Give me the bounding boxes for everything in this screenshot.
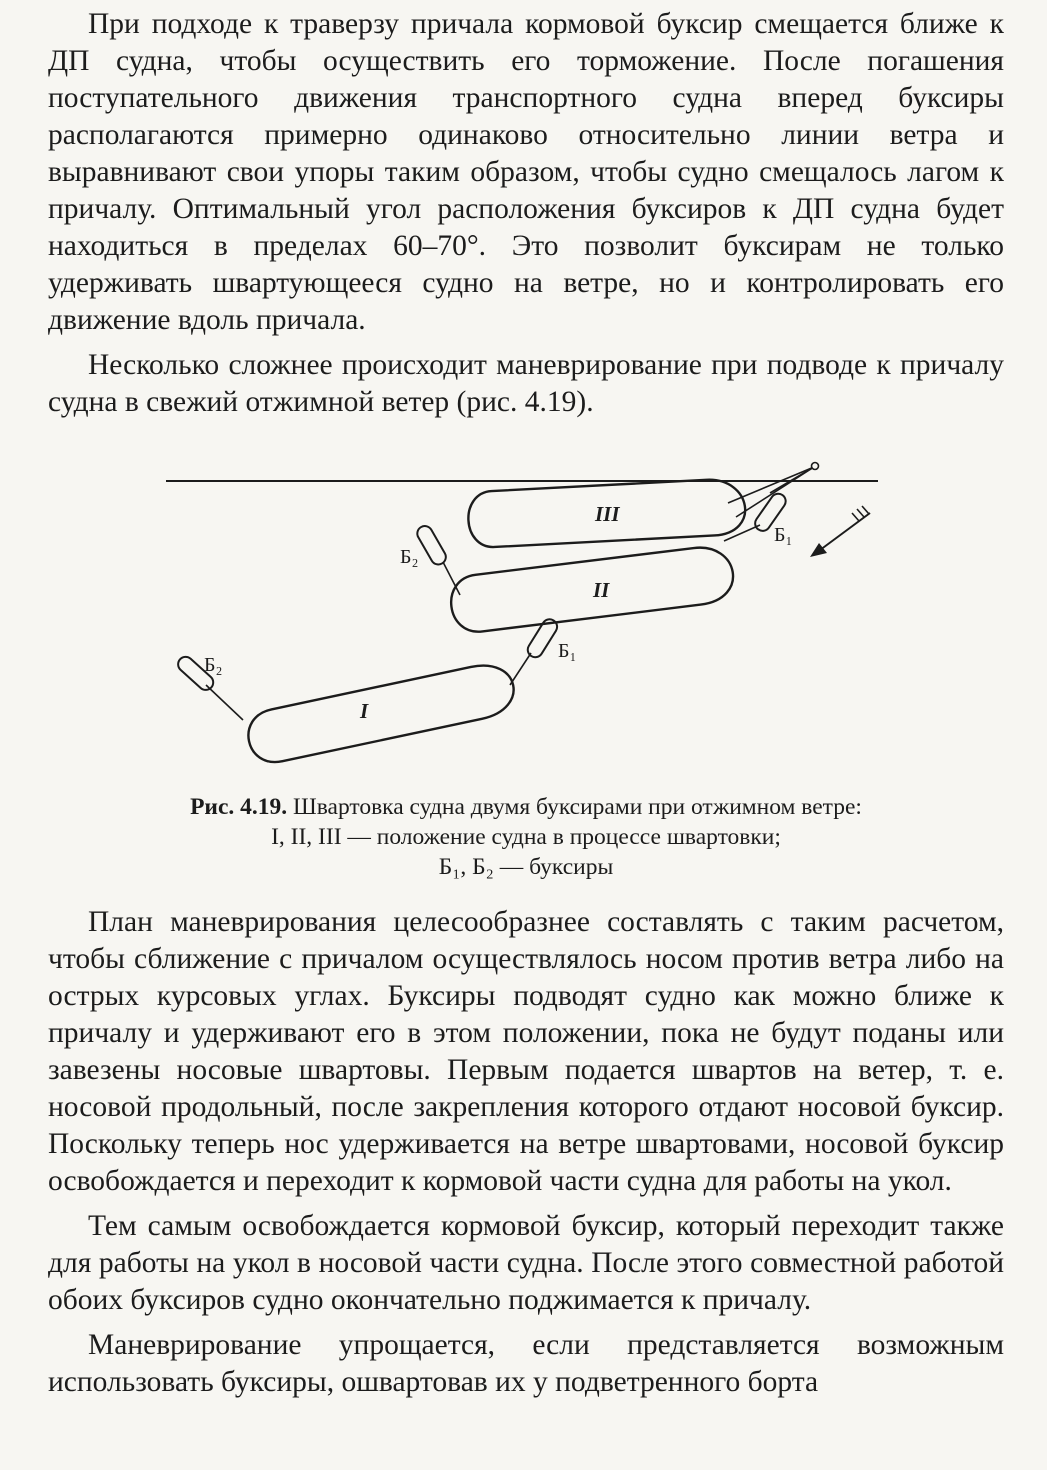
page — [48, 6, 1004, 1401]
caption-line-2: I, II, III — положение судна в процессе швартовки; — [271, 824, 781, 850]
label-b2-top: Б₂ — [400, 546, 419, 568]
bollard-icon — [812, 463, 819, 470]
mooring-diagram — [48, 445, 1004, 790]
paragraph-1: При подходе к траверзу причала кормовой буксир смещается ближе к ДП судна, чтобы осуществить его торможение. После погашения поступательного движения транспортного судна вперед буксиры располагаются примерно одинаково относительно линии ветра и выравнивают свои упоры таким образом, чтобы судно смещалось лагом к причалу. Оптимальный угол расположения буксиров к ДП судна будет находиться в пределах 60–70°. Это позволит буксирам не только удерживать швартующееся судно на ветре, но и контролировать его движение вдоль причала. — [48, 8, 1004, 336]
tug-b2-top — [415, 523, 449, 567]
label-pos2: II — [593, 578, 610, 602]
figure-4-19 — [48, 445, 1004, 790]
caption-title: Швартовка судна двумя буксирами при отжимном ветре: — [293, 794, 862, 820]
caption-label: Рис. 4.19. — [190, 794, 288, 820]
label-pos3: III — [595, 502, 620, 526]
caption-line-1 — [48, 792, 1004, 822]
paragraph-4: Тем самым освобождается кормовой буксир, который переходит также для работы на укол в носовой части судна. После этого совместной работой обоих буксиров судно окончательно поджимается к причалу. — [48, 1210, 1004, 1316]
wind-arrow-icon — [810, 506, 870, 557]
ship-position-1 — [244, 659, 519, 767]
label-b1-mid: Б₁ — [558, 640, 577, 662]
figure-caption — [48, 792, 1004, 882]
caption-line-3: Б₁, Б₂ — буксиры — [438, 854, 614, 880]
label-b1-top: Б₁ — [774, 524, 793, 546]
label-b2-low: Б₂ — [204, 654, 223, 676]
label-pos1: I — [360, 699, 369, 723]
paragraph-2: Несколько сложнее происходит маневрирование при подводе к причалу судна в свежий отжимной ветер (рис. 4.19). — [48, 349, 1004, 418]
paragraph-3: План маневрирования целесообразнее составлять с таким расчетом, чтобы сближение с причалом осуществлялось носом против ветра либо на острых курсовых углах. Буксиры подводят судно как можно ближе к причалу и удерживают его в этом положении, пока не будут поданы или завезены носовые швартовы. Первым подается швартов на ветер, т. е. носовой продольный, после закрепления которого отдают носовой буксир. Поскольку теперь нос удерживается на ветре швартовами, носовой буксир освобождается и переходит к кормовой части судна для работы на укол. — [48, 906, 1004, 1197]
paragraph-5: Маневрирование упрощается, если представляется возможным использовать буксиры, ошвартовав их у подветренного борта — [48, 1329, 1004, 1398]
